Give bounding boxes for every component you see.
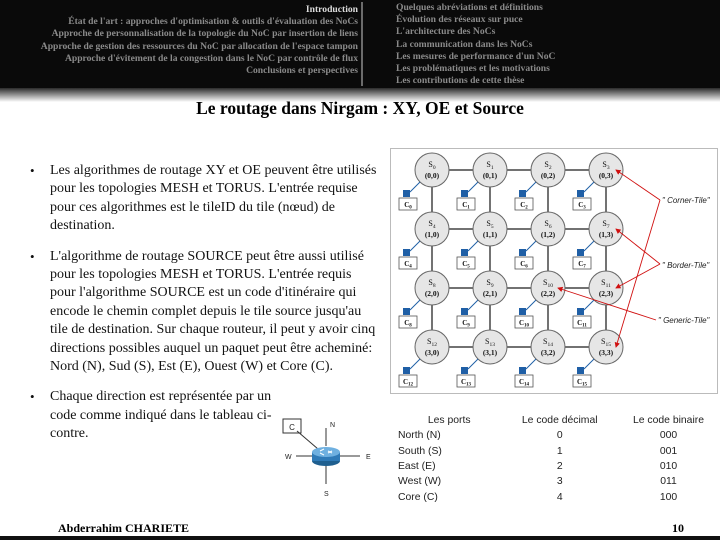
node-id: $S_7$ <box>602 219 610 230</box>
generic-tile-label: " Generic-Tile" <box>658 316 710 325</box>
core-port-square <box>519 190 526 197</box>
core-port-square <box>577 249 584 256</box>
core-port-square <box>403 249 410 256</box>
node-coord: (1,3) <box>598 230 614 239</box>
author-name: Abderrahim CHARIETE <box>58 521 190 535</box>
subnav-item[interactable]: Les mesures de performance d'un NoC <box>396 50 556 62</box>
node-id: $S_3$ <box>602 160 610 171</box>
node-coord: (3,0) <box>424 348 440 357</box>
core-label: $C_{14}$ <box>518 378 530 388</box>
node-id: $S_{10}$ <box>543 278 553 289</box>
table-header-row <box>396 413 720 428</box>
column-header: Le code décimal <box>521 415 598 427</box>
top-navigation-bar <box>0 0 720 88</box>
core-port-square <box>519 249 526 256</box>
node-id: $S_9$ <box>486 278 494 289</box>
bullet-item <box>28 248 380 377</box>
nav-divider <box>361 2 363 86</box>
mesh-topology-diagram <box>390 148 718 394</box>
core-port-square <box>577 190 584 197</box>
west-label: W <box>285 454 292 461</box>
nav-item[interactable]: Conclusions et perspectives <box>246 65 358 77</box>
node-id: $S_{14}$ <box>543 337 553 348</box>
node-coord: (3,3) <box>598 348 614 357</box>
core-port-square <box>461 308 468 315</box>
page-number: 10 <box>672 521 684 535</box>
router-icon <box>312 447 340 457</box>
node-id: $S_{15}$ <box>601 337 611 348</box>
core-port-square <box>461 190 468 197</box>
node-coord: (3,1) <box>482 348 498 357</box>
node-coord: (2,0) <box>424 289 440 298</box>
core-label: $C_6$ <box>520 260 528 270</box>
core-label: $C_0$ <box>404 201 412 211</box>
core-port-square <box>461 249 468 256</box>
node-id: $S_5$ <box>486 219 494 230</box>
south-label: S <box>324 491 329 498</box>
section-nav <box>41 4 358 77</box>
bullet-list <box>28 162 380 456</box>
slide-title: Le routage dans Nirgam : XY, OE et Source <box>196 98 524 118</box>
nav-item[interactable]: État de l'art : approches d'optimisation & outils d'évaluation des NoCs <box>68 16 358 28</box>
core-label: $C_4$ <box>404 260 412 270</box>
table-row <box>396 459 720 474</box>
core-port-square <box>577 308 584 315</box>
corner-tile-label: " Corner-Tile" <box>662 196 710 205</box>
subnav-item[interactable]: La communication dans les NoCs <box>396 38 533 50</box>
core-port-square <box>403 190 410 197</box>
core-label: $C_7$ <box>578 260 586 270</box>
core-label: $C_1$ <box>462 201 470 211</box>
core-link <box>297 431 318 449</box>
node-id: $S_8$ <box>428 278 436 289</box>
ports-code-table <box>396 413 720 505</box>
bullet-text: Chaque direction est représentée par un code comme indiqué dans le tableau ci-contre. <box>50 389 272 442</box>
core-port-square <box>403 367 410 374</box>
subnav-item[interactable]: Évolution des réseaux sur puce <box>396 14 523 26</box>
core-port-square <box>577 367 584 374</box>
core-port-square <box>461 367 468 374</box>
nav-item[interactable]: Approche de personnalisation de la topologie du NoC par insertion de liens <box>51 28 358 40</box>
node-id: $S_6$ <box>544 219 552 230</box>
core-port-square <box>519 367 526 374</box>
node-coord: (0,3) <box>598 171 614 180</box>
node-coord: (3,2) <box>540 348 556 357</box>
footer-bar <box>0 536 720 540</box>
binary-code: 100 <box>659 491 678 503</box>
port-name: Core (C) <box>398 491 438 503</box>
column-header: Les ports <box>427 415 471 427</box>
port-name: South (S) <box>398 445 442 457</box>
node-id: $S_1$ <box>486 160 494 171</box>
node-id: $S_0$ <box>428 160 436 171</box>
decimal-code: 2 <box>556 461 563 473</box>
node-coord: (1,0) <box>424 230 440 239</box>
core-label: C <box>289 423 295 432</box>
subnav-item[interactable]: Les contributions de cette thèse <box>396 75 525 87</box>
node-coord: (2,3) <box>598 289 614 298</box>
core-label: $C_{10}$ <box>518 319 530 329</box>
port-name: North (N) <box>398 430 441 442</box>
binary-code: 000 <box>659 430 678 442</box>
core-label: $C_8$ <box>404 319 412 329</box>
column-header: Le code binaire <box>632 415 705 427</box>
table-row <box>396 474 720 489</box>
binary-code: 001 <box>659 445 678 457</box>
node-coord: (0,2) <box>540 171 556 180</box>
port-name: East (E) <box>398 461 436 473</box>
table-row <box>396 428 720 443</box>
core-port-square <box>403 308 410 315</box>
subnav-item[interactable]: Les problématiques et les motivations <box>396 63 550 75</box>
subnav-item[interactable]: L'architecture des NoCs <box>396 26 496 38</box>
bullet-dot: • <box>30 389 35 405</box>
core-label: $C_9$ <box>462 319 470 329</box>
core-label: $C_{11}$ <box>577 319 587 329</box>
decimal-code: 1 <box>556 445 563 457</box>
core-label: $C_{13}$ <box>460 378 472 388</box>
bullet-dot: • <box>30 248 35 264</box>
node-id: $S_2$ <box>544 160 552 171</box>
north-label: N <box>330 422 336 429</box>
router-directions-diagram <box>282 418 378 500</box>
bullet-item <box>28 388 288 443</box>
nav-item[interactable]: Approche de gestion des ressources du NoC par allocation de l'espace tampon <box>40 40 358 52</box>
node-id: $S_{13}$ <box>485 337 495 348</box>
decimal-code: 0 <box>556 430 563 442</box>
node-id: $S_4$ <box>428 219 436 230</box>
east-label: E <box>366 454 371 461</box>
core-port-square <box>519 308 526 315</box>
node-coord: (2,2) <box>540 289 556 298</box>
bullet-text: L'algorithme de routage SOURCE peut être aussi utilisé pour les topologies MESH et TORUS. L'entrée requis pour l'algorithme SOURCE est un code d'itinéraire qui encode le chemin complet depuis le tile source jusqu'au tile de destination. Sur chaque routeur, il peut y avoir cinq directions possibles auquel un paquet peut être acheminé: Nord (N), Sud (S), Est (E), Ouest (W) et Core (C). <box>50 248 376 375</box>
subnav-item[interactable]: Quelques abréviations et définitions <box>396 2 543 13</box>
node-coord: (0,0) <box>424 171 440 180</box>
table-row <box>396 444 720 459</box>
binary-code: 011 <box>660 476 677 488</box>
node-coord: (1,2) <box>540 230 556 239</box>
bullet-dot: • <box>30 163 35 178</box>
nav-item[interactable]: Introduction <box>305 4 358 15</box>
border-tile-label: " Border-Tile" <box>662 261 710 270</box>
decimal-code: 3 <box>556 476 563 488</box>
core-label: $C_{12}$ <box>402 378 414 388</box>
node-id: $S_{11}$ <box>601 278 611 289</box>
node-id: $S_{12}$ <box>427 337 437 348</box>
nav-item[interactable]: Approche d'évitement de la congestion dans le NoC par contrôle de flux <box>64 52 358 64</box>
node-coord: (1,1) <box>482 230 498 239</box>
bullet-text: Les algorithmes de routage XY et OE peuvent être utilisés pour les topologies MESH et TORUS. L'entrée requise pour ces algorithmes est le tileID du tile (nœud) de destination. <box>50 163 377 234</box>
core-label: $C_2$ <box>520 201 528 211</box>
bullet-item <box>28 162 380 236</box>
node-coord: (0,1) <box>482 171 498 180</box>
subsection-nav <box>396 2 555 87</box>
decimal-code: 4 <box>556 491 563 503</box>
port-name: West (W) <box>398 476 442 488</box>
core-label: $C_3$ <box>578 201 586 211</box>
core-label: $C_{15}$ <box>576 378 588 388</box>
binary-code: 010 <box>659 461 678 473</box>
core-label: $C_5$ <box>462 260 470 270</box>
node-coord: (2,1) <box>482 289 498 298</box>
table-row <box>396 489 720 504</box>
